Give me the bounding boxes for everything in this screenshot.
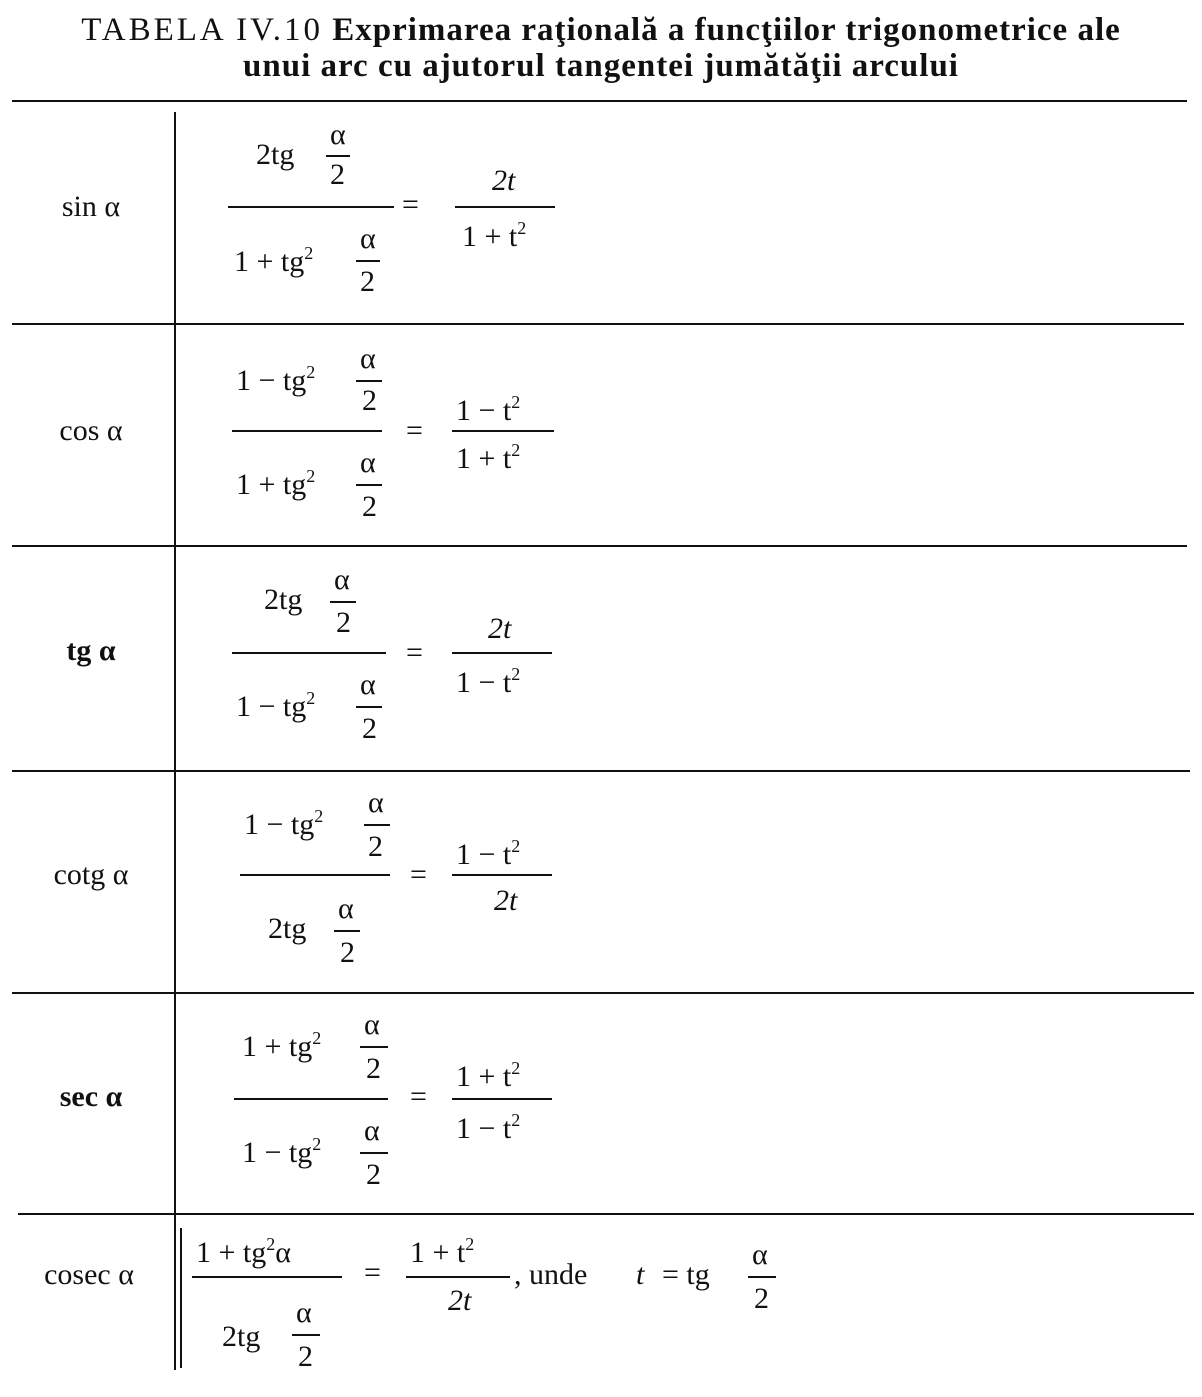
den-frac-bar: [334, 930, 360, 932]
den-text: 2tg: [268, 912, 307, 945]
function-label-cosec: cosec α: [44, 1258, 134, 1291]
equals-sign: =: [406, 414, 423, 447]
num-frac-bar: [330, 601, 356, 603]
rhs-fraction-bar: [452, 1098, 552, 1100]
rhs-denominator: 2t: [494, 884, 518, 917]
main-fraction-bar: [234, 1098, 388, 1100]
num-frac-bar: [364, 824, 390, 826]
main-fraction-bar: [240, 874, 390, 876]
den-text: 2tg: [222, 1320, 261, 1353]
rhs-numerator: $1 - t^2$: [456, 836, 521, 871]
num-text: $1 - tg^2$: [236, 362, 316, 397]
main-fraction-bar: [232, 652, 386, 654]
rhs-fraction-bar: [452, 652, 552, 654]
tail-variable: t: [636, 1258, 645, 1291]
tail-frac-bar: [748, 1276, 776, 1278]
rhs-denominator: $1 + t^2$: [456, 440, 521, 475]
num-frac-bot: 2: [368, 830, 383, 863]
title-line-2: [0, 48, 1202, 84]
den-frac-bot: 2: [362, 490, 377, 523]
num-frac-bot: 2: [362, 384, 377, 417]
rule-5: [18, 1213, 1194, 1215]
den-frac-top: α: [338, 892, 354, 925]
den-text: $1 + tg^2$: [234, 243, 314, 278]
den-frac-bar: [356, 260, 380, 262]
function-label-sin: sin α: [61, 190, 121, 223]
function-label-sec: sec α: [59, 1080, 123, 1113]
den-frac-bot: 2: [298, 1340, 313, 1373]
equals-sign: =: [410, 1080, 427, 1113]
den-frac-bar: [356, 706, 382, 708]
den-frac-bar: [292, 1334, 320, 1336]
den-frac-bot: 2: [360, 265, 375, 298]
den-frac-bar: [356, 484, 382, 486]
num-text: $1 + tg^2$: [242, 1028, 322, 1063]
function-label-tg: tg α: [66, 634, 116, 667]
rhs-denominator: $1 - t^2$: [456, 664, 521, 699]
den-frac-top: α: [360, 446, 376, 479]
num-frac-bar: [360, 1046, 388, 1048]
title-line-1: [0, 12, 1202, 48]
rhs-numerator: $1 + t^2$: [456, 1058, 521, 1093]
num-frac-bot: 2: [366, 1052, 381, 1085]
rhs-fraction-bar: [406, 1276, 510, 1278]
rhs-fraction-bar: [455, 206, 555, 208]
tail-frac-top: α: [752, 1238, 768, 1271]
den-frac-bar: [360, 1152, 388, 1154]
rule-3: [12, 770, 1190, 772]
den-text: $1 - tg^2$: [242, 1134, 322, 1169]
tail-frac-bot: 2: [754, 1282, 769, 1315]
rule-1: [12, 323, 1184, 325]
num-text: 2tg: [256, 138, 295, 171]
table-number: TABELA IV.10: [81, 12, 323, 48]
unde-text: , unde: [514, 1258, 588, 1291]
rhs-numerator: $1 - t^2$: [456, 392, 521, 427]
num-text: $1 + tg^2\alpha$: [196, 1234, 291, 1269]
num-frac-bot: 2: [336, 606, 351, 639]
num-frac-bar: [356, 380, 382, 382]
tail-equals: = tg: [662, 1258, 710, 1291]
equals-sign: =: [406, 636, 423, 669]
rhs-denominator: 2t: [448, 1284, 472, 1317]
table-title: [0, 12, 1202, 84]
rule-2: [12, 545, 1187, 547]
rhs-fraction-bar: [452, 874, 552, 876]
rhs-numerator: 2t: [492, 164, 516, 197]
rule-4: [12, 992, 1194, 994]
num-text: $1 - tg^2$: [244, 806, 324, 841]
den-frac-top: α: [296, 1296, 312, 1329]
den-frac-top: α: [360, 222, 376, 255]
num-frac-top: α: [334, 563, 350, 596]
title-text-2: unui arc cu ajutorul tangentei jumătăţii arcului: [243, 48, 959, 84]
num-frac-top: α: [330, 118, 346, 151]
equals-sign: =: [410, 858, 427, 891]
den-text: $1 + tg^2$: [236, 466, 316, 501]
equals-sign: =: [402, 188, 419, 221]
column-divider-lower: [180, 1228, 182, 1368]
rhs-denominator: $1 + t^2$: [462, 218, 527, 253]
den-frac-bot: 2: [366, 1158, 381, 1191]
rhs-numerator: 2t: [488, 612, 512, 645]
num-frac-top: α: [368, 786, 384, 819]
rhs-fraction-bar: [452, 430, 554, 432]
rhs-denominator: $1 - t^2$: [456, 1110, 521, 1145]
column-divider: [174, 112, 176, 1370]
num-frac-bar: [326, 155, 350, 157]
den-frac-top: α: [364, 1114, 380, 1147]
num-text: 2tg: [264, 583, 303, 616]
rule-top: [12, 100, 1187, 102]
num-frac-top: α: [364, 1008, 380, 1041]
num-frac-top: α: [360, 342, 376, 375]
den-frac-bot: 2: [362, 712, 377, 745]
den-frac-bot: 2: [340, 936, 355, 969]
den-text: $1 - tg^2$: [236, 688, 316, 723]
den-frac-top: α: [360, 668, 376, 701]
main-fraction-bar: [232, 430, 382, 432]
title-text-1: Exprimarea raţională a funcţiilor trigonometrice ale: [332, 12, 1121, 48]
main-fraction-bar: [228, 206, 394, 208]
function-label-cotg: cotg α: [53, 858, 129, 891]
main-fraction-bar: [192, 1276, 342, 1278]
equals-sign: =: [364, 1256, 381, 1289]
num-frac-bot: 2: [330, 158, 345, 191]
function-label-cos: cos α: [59, 414, 123, 447]
rhs-numerator: $1 + t^2$: [410, 1234, 475, 1269]
